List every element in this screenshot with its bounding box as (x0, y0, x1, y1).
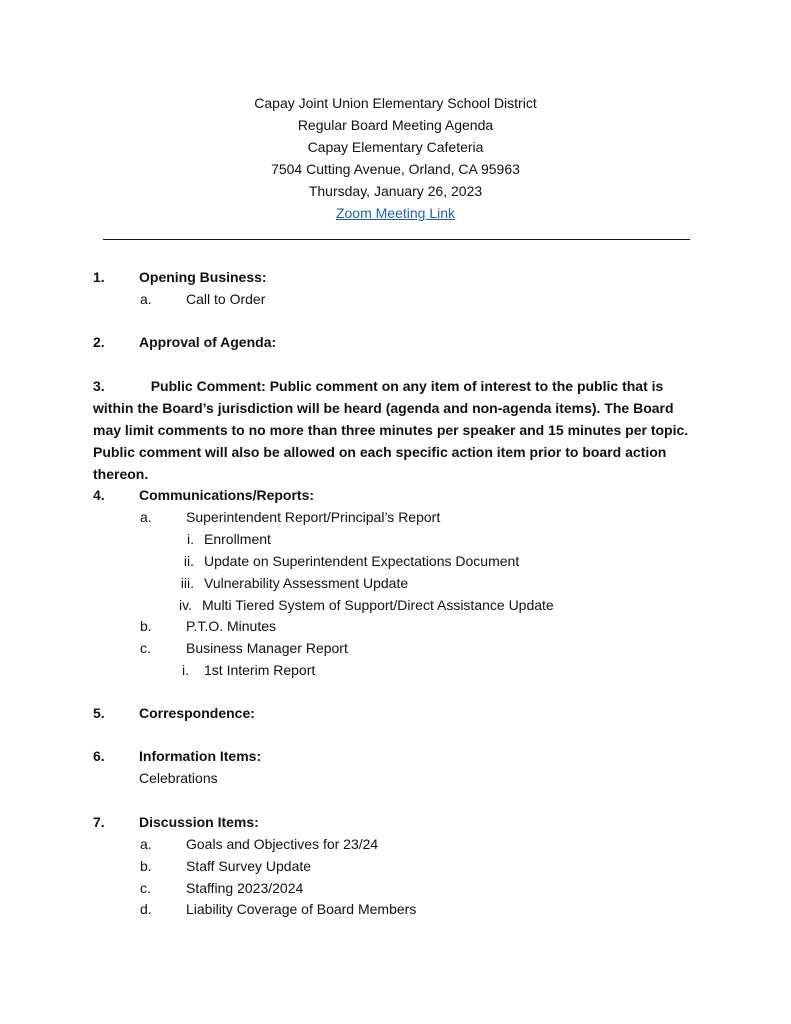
item-6-title: Information Items: (139, 748, 262, 764)
item-4a-i-text: Enrollment (204, 531, 271, 547)
item-7d-letter: d. (140, 901, 152, 917)
item-5-title: Correspondence: (139, 705, 255, 721)
item-7c-letter: c. (140, 880, 151, 896)
item-4-number: 4. (93, 487, 105, 503)
item-7c-text: Staffing 2023/2024 (186, 880, 304, 896)
item-4a-iii-text: Vulnerability Assessment Update (204, 575, 409, 591)
item-4c-letter: c. (140, 640, 151, 656)
item-7a-text: Goals and Objectives for 23/24 (186, 836, 379, 852)
item-6-number: 6. (93, 748, 105, 764)
item-4c-text: Business Manager Report (186, 640, 348, 656)
item-1a-letter: a. (140, 291, 152, 307)
item-4a-letter: a. (140, 509, 152, 525)
item-2-number: 2. (93, 334, 105, 350)
item-4a-iii-numeral: iii. (180, 575, 194, 591)
item-4a-i-numeral: i. (187, 531, 194, 547)
meeting-location: Capay Elementary Cafeteria (307, 139, 484, 155)
item-3-public-comment (93, 375, 703, 485)
item-3-text: Public Comment: Public comment on any item of interest to the public that is within the Board’s jurisdiction will be heard (agenda and non-agenda items). The Board may limit comments to no more than three minutes per speaker and 15 minutes per topic. Public comment will also be allowed on each specific action item prior to board action thereon. (93, 378, 689, 482)
item-4a-text: Superintendent Report/Principal’s Report (186, 509, 441, 525)
item-4a-ii-text: Update on Superintendent Expectations Document (204, 553, 520, 569)
item-7b-text: Staff Survey Update (186, 858, 312, 874)
item-6-celebrations: Celebrations (139, 770, 218, 786)
item-5-number: 5. (93, 705, 105, 721)
header-divider (103, 239, 690, 240)
item-1a-text: Call to Order (186, 291, 266, 307)
item-4a-iv-numeral: iv. (179, 597, 192, 613)
item-1-number: 1. (93, 269, 105, 285)
item-7a-letter: a. (140, 836, 152, 852)
item-4c-i-text: 1st Interim Report (204, 662, 316, 678)
item-7-title: Discussion Items: (139, 814, 259, 830)
zoom-meeting-link[interactable]: Zoom Meeting Link (335, 205, 456, 221)
agenda-header (0, 92, 791, 224)
item-4b-letter: b. (140, 618, 152, 634)
meeting-date: Thursday, January 26, 2023 (308, 183, 483, 199)
meeting-address: 7504 Cutting Avenue, Orland, CA 95963 (271, 161, 520, 177)
item-2-title: Approval of Agenda: (139, 334, 277, 350)
item-3-number: 3. (93, 378, 105, 394)
item-4a-iv-text: Multi Tiered System of Support/Direct Assistance Update (202, 597, 554, 613)
item-4a-ii-numeral: ii. (183, 553, 194, 569)
item-4c-i-numeral: i. (182, 662, 189, 678)
item-1-title: Opening Business: (139, 269, 267, 285)
meeting-title: Regular Board Meeting Agenda (297, 117, 494, 133)
item-7-number: 7. (93, 814, 105, 830)
item-4b-text: P.T.O. Minutes (186, 618, 277, 634)
item-7b-letter: b. (140, 858, 152, 874)
district-name: Capay Joint Union Elementary School District (254, 95, 537, 111)
item-4-title: Communications/Reports: (139, 487, 315, 503)
item-7d-text: Liability Coverage of Board Members (186, 901, 417, 917)
